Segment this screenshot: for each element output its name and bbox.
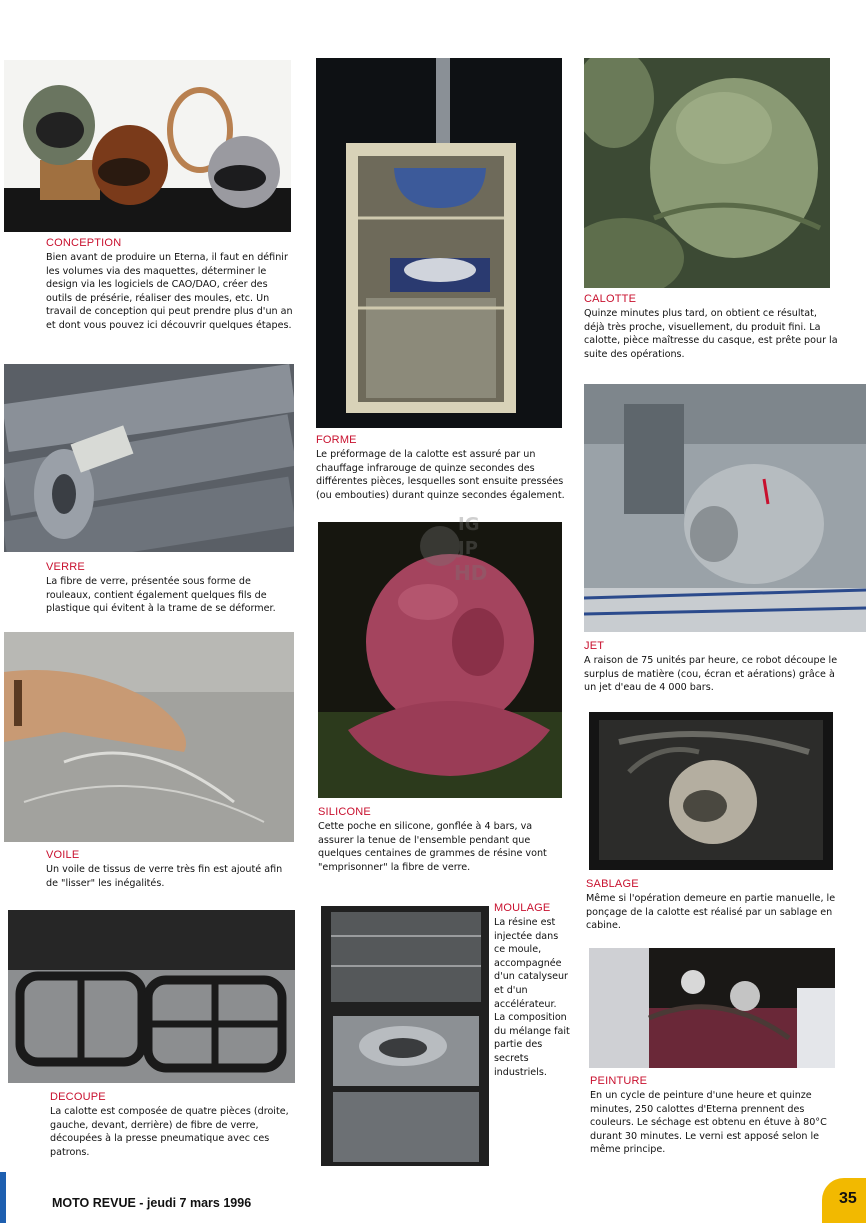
caption-forme — [316, 434, 566, 502]
caption-body: La fibre de verre, présentée sous forme de rouleaux, contient également quelques fils de plastique qui évitent à la trame de se déformer. — [46, 576, 276, 615]
photo-decoupe-patterns — [8, 910, 295, 1083]
caption-body: La calotte est composée de quatre pièces (droite, gauche, devant, derrière) de fibre de verre, découpées à la presse pneumatique avec ces patrons. — [50, 1106, 289, 1158]
caption-title: FORME — [316, 434, 357, 446]
caption-title: CONCEPTION — [46, 237, 122, 249]
photo-verre-rolls — [4, 364, 294, 552]
photo-jet-robot — [584, 384, 866, 632]
caption-body: En un cycle de peinture d'une heure et quinze minutes, 250 calottes d'Eterna prennent des couleurs. Le séchage est obtenu en étuve à 80°C durant 30 minutes. Le verni est apposé selon le même principe. — [590, 1090, 827, 1156]
photo-moulage-mold — [321, 906, 489, 1166]
photo-peinture-booth — [589, 948, 835, 1068]
watermark-line1: IG — [458, 514, 480, 535]
caption-title: PEINTURE — [590, 1075, 648, 1087]
caption-body: Bien avant de produire un Eterna, il faut en définir les volumes via des maquettes, déterminer le design via les logiciels de CAO/DAO, créer des outils de présérie, réaliser des moules, etc. Un travail de conception qui peut prendre plus d'un an et dont vous pouvez ici découvrir quelques étapes. — [46, 252, 293, 331]
caption-title: DECOUPE — [50, 1091, 106, 1103]
caption-jet — [584, 640, 840, 695]
caption-verre — [46, 561, 296, 616]
caption-decoupe — [50, 1091, 300, 1159]
caption-conception — [46, 237, 296, 333]
caption-body: Même si l'opération demeure en partie manuelle, le ponçage de la calotte est réalisé par un sablage en cabine. — [586, 893, 836, 932]
caption-title: SILICONE — [318, 806, 371, 818]
caption-body: A raison de 75 unités par heure, ce robot découpe le surplus de matière (cou, écran et aérations) grâce à un jet d'eau de 4 000 bars. — [584, 655, 838, 694]
caption-silicone — [318, 806, 568, 874]
watermark-line2: JP — [458, 538, 478, 559]
left-edge-bar — [0, 1172, 6, 1223]
caption-body: Quinze minutes plus tard, on obtient ce résultat, déjà très proche, visuellement, du produit fini. La calotte, pièce maîtresse du casque, est prête pour la suite des opérations. — [584, 308, 838, 360]
caption-moulage — [494, 902, 570, 1079]
photo-conception-helmets — [4, 60, 291, 232]
photo-forme-press — [316, 58, 562, 428]
watermark-logo — [418, 506, 504, 586]
caption-title: VERRE — [46, 561, 85, 573]
caption-sablage — [586, 878, 842, 933]
photo-calotte-shell — [584, 58, 830, 288]
caption-voile — [46, 849, 296, 890]
caption-title: JET — [584, 640, 605, 652]
caption-title: VOILE — [46, 849, 80, 861]
photo-voile-hand — [4, 632, 294, 842]
caption-body: Un voile de tissus de verre très fin est ajouté afin de "lisser" les inégalités. — [46, 864, 283, 889]
caption-body: La résine est injectée dans ce moule, accompagnée d'un catalyseur et d'un accélérateur. La composition du mélange fait partie des secrets industriels. — [494, 917, 570, 1078]
caption-peinture — [590, 1075, 846, 1157]
caption-title: MOULAGE — [494, 902, 551, 914]
caption-body: Cette poche en silicone, gonflée à 4 bars, va assurer la tenue de l'ensemble pendant que quelques centaines de grammes de résine vont "emprisonner" la fibre de verre. — [318, 821, 547, 873]
watermark-line3: HD — [454, 561, 488, 585]
page-number: 35 — [822, 1178, 866, 1223]
caption-title: SABLAGE — [586, 878, 639, 890]
photo-sablage-cabin — [589, 712, 833, 870]
footer-publication: MOTO REVUE - jeudi 7 mars 1996 — [52, 1196, 252, 1210]
caption-calotte — [584, 293, 840, 361]
caption-body: Le préformage de la calotte est assuré par un chauffage infrarouge de quinze secondes des différentes pièces, lesquelles sont ensuite pressées (ou embouties) durant quinze secondes également. — [316, 449, 565, 501]
caption-title: CALOTTE — [584, 293, 637, 305]
